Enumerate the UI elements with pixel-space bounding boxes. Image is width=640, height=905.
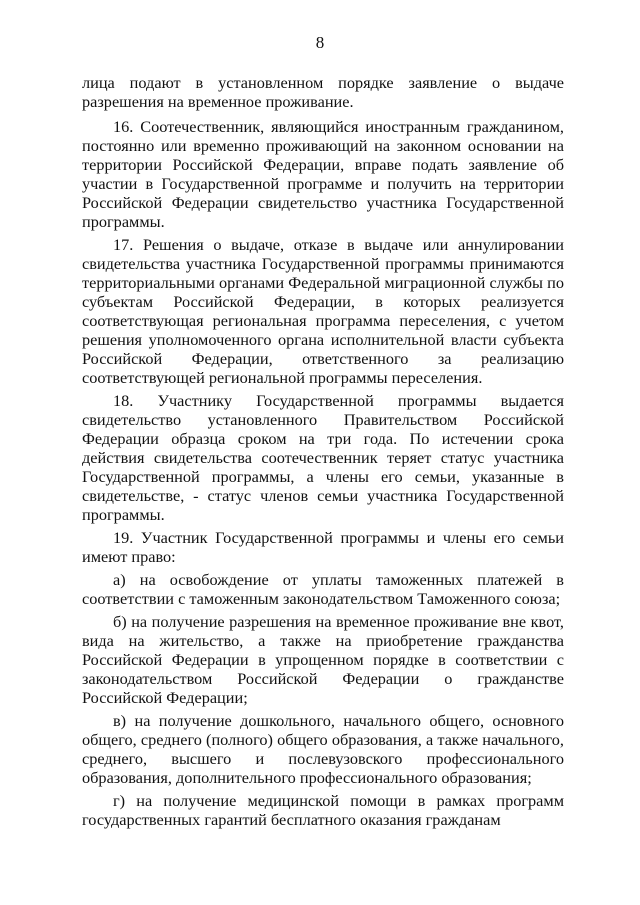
paragraph-19: 19. Участник Государственной программы и члены его семьи имеют право: (82, 528, 564, 566)
paragraph-19-a: а) на освобождение от уплаты таможенных платежей в соответствии с таможенным законодательством Таможенного союза; (82, 570, 564, 608)
page-number: 8 (315, 33, 325, 52)
paragraph-continuation: лица подают в установленном порядке заявление о выдаче разрешения на временное проживание. (82, 73, 564, 111)
paragraph-19-v: в) на получение дошкольного, начального общего, основного общего, среднего (полного) общего образования, а также начального, среднего, высшего и послевузовского профессионального образования, дополнительного профессионального образования; (82, 711, 564, 787)
paragraph-17: 17. Решения о выдаче, отказе в выдаче или аннулировании свидетельства участника Государственной программы принимаются территориальными органами Федеральной миграционной службы по субъектам Российской Федерации, в которых реализуется соответствующая региональная программа переселения, с учетом решения уполномоченного органа исполнительной власти субъекта Российской Федерации, ответственного за реализацию соответствующей региональной программы переселения. (82, 235, 564, 387)
document-body (82, 73, 564, 833)
paragraph-19-g: г) на получение медицинской помощи в рамках программ государственных гарантий бесплатного оказания гражданам (82, 791, 564, 829)
paragraph-18: 18. Участнику Государственной программы выдается свидетельство установленного Правительством Российской Федерации образца сроком на три года. По истечении срока действия свидетельства соотечественник теряет статус участника Государственной программы, а члены его семьи, указанные в свидетельстве, - статус членов семьи участника Государственной программы. (82, 391, 564, 524)
paragraph-16: 16. Соотечественник, являющийся иностранным гражданином, постоянно или временно проживающий на законном основании на территории Российской Федерации, вправе подать заявление об участии в Государственной программе и получить на территории Российской Федерации свидетельство участника Государственной программы. (82, 117, 564, 231)
paragraph-19-b: б) на получение разрешения на временное проживание вне квот, вида на жительство, а также на приобретение гражданства Российской Федерации в упрощенном порядке в соответствии с законодательством Российской Федерации о гражданстве Российской Федерации; (82, 612, 564, 707)
